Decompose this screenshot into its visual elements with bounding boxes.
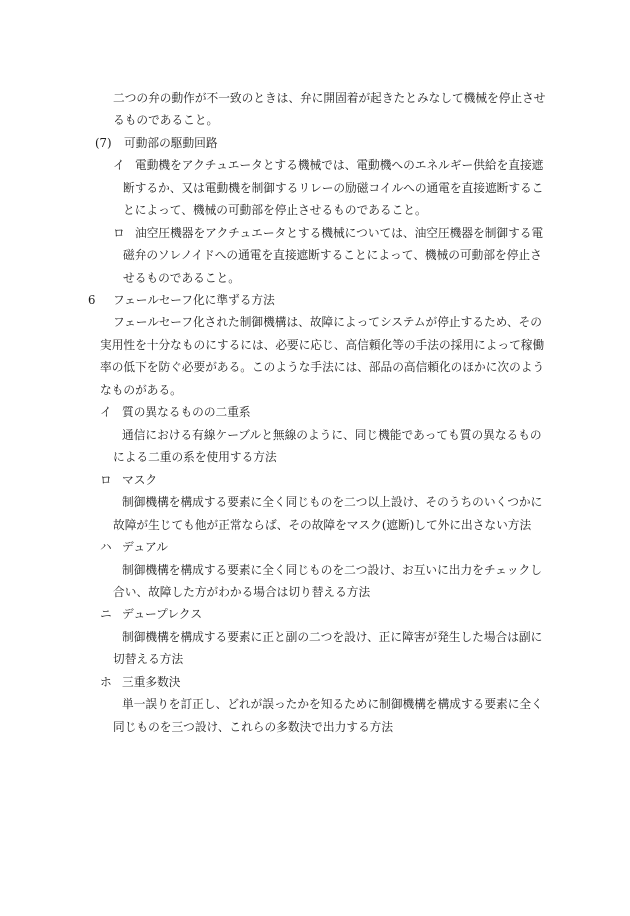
method-line: 切替える方法	[113, 652, 184, 667]
subitem-line: 磁弁のソレノイドへの通電を直接遮断することによって、機械の可動部を停止さ	[123, 248, 542, 262]
subitem-line: 電動機をアクチュエータとする機械では、電動機へのエネルギー供給を直接遮	[135, 158, 544, 173]
method-heading: デュープレクス	[122, 607, 203, 622]
method-line: 同じものを三つ設け、これらの多数決で出力する方法	[113, 719, 394, 734]
paragraph-line: 実用性を十分なものにするには、必要に応じ、高信頼化等の手法の採用によって稼働	[100, 337, 545, 352]
method-heading: デュアル	[122, 540, 168, 554]
section-number: 6	[88, 292, 96, 307]
subitem-line: とによって、機械の可動部を停止させるものであること。	[123, 203, 427, 218]
method-marker: ホ	[100, 674, 112, 689]
subitem-line: 油空圧機器をアクチュエータとする機械については、油空圧機器を制御する電	[135, 225, 544, 240]
method-heading: 質の異なるものの二重系	[122, 405, 251, 420]
item-7-number: (7)	[95, 135, 112, 150]
paragraph-line: フェールセーフ化された制御機構は、故障によってシステムが停止するため、その	[113, 315, 542, 330]
item-7-heading: 可動部の駆動回路	[124, 135, 218, 150]
method-line: 制御機構を構成する要素に正と副の二つを設け、正に障害が発生した場合は副に	[122, 629, 543, 644]
paragraph-line: なものがある。	[100, 382, 182, 397]
section-heading: フェールセーフ化に準ずる方法	[113, 292, 275, 307]
method-marker: ロ	[100, 472, 112, 487]
method-line: 制御機構を構成する要素に全く同じものを二つ設け、お互いに出力をチェックし	[122, 562, 542, 577]
method-line: 合い、故障した方がわかる場合は切り替える方法	[113, 584, 371, 599]
method-line: 制御機構を構成する要素に全く同じものを二つ以上設け、そのうちのいくつかに	[122, 495, 543, 510]
method-line: による二重の系を使用する方法	[113, 450, 277, 465]
subitem-line: せるものであること。	[123, 270, 240, 285]
subitem-line: 断するか、又は電動機を制御するリレーの励磁コイルへの通電を直接遮断するこ	[123, 180, 544, 195]
method-line: 通信における有線ケーブルと無線のように、同じ機能であっても質の異なるもの	[122, 427, 542, 442]
subitem-marker: ロ	[113, 225, 125, 240]
paragraph-line: るものであること。	[113, 113, 219, 128]
subitem-marker: イ	[113, 158, 125, 173]
paragraph-line: 率の低下を防ぐ必要がある。このような手法には、部品の高信頼化のほかに次のよう	[100, 360, 545, 375]
method-marker: ハ	[100, 540, 112, 554]
paragraph-line: 二つの弁の動作が不一致のときは、弁に開固着が起きたとみなして機械を停止させ	[113, 90, 546, 105]
method-line: 故障が生じても他が正常ならば、その故障をマスク(遮断)して外に出さない方法	[113, 517, 532, 532]
method-marker: イ	[100, 405, 112, 420]
method-heading: マスク	[122, 472, 158, 487]
method-line: 単一誤りを訂正し、どれが誤ったかを知るために制御機構を構成する要素に全く	[122, 697, 543, 712]
method-marker: ニ	[100, 607, 112, 622]
method-heading: 三重多数決	[122, 674, 181, 689]
